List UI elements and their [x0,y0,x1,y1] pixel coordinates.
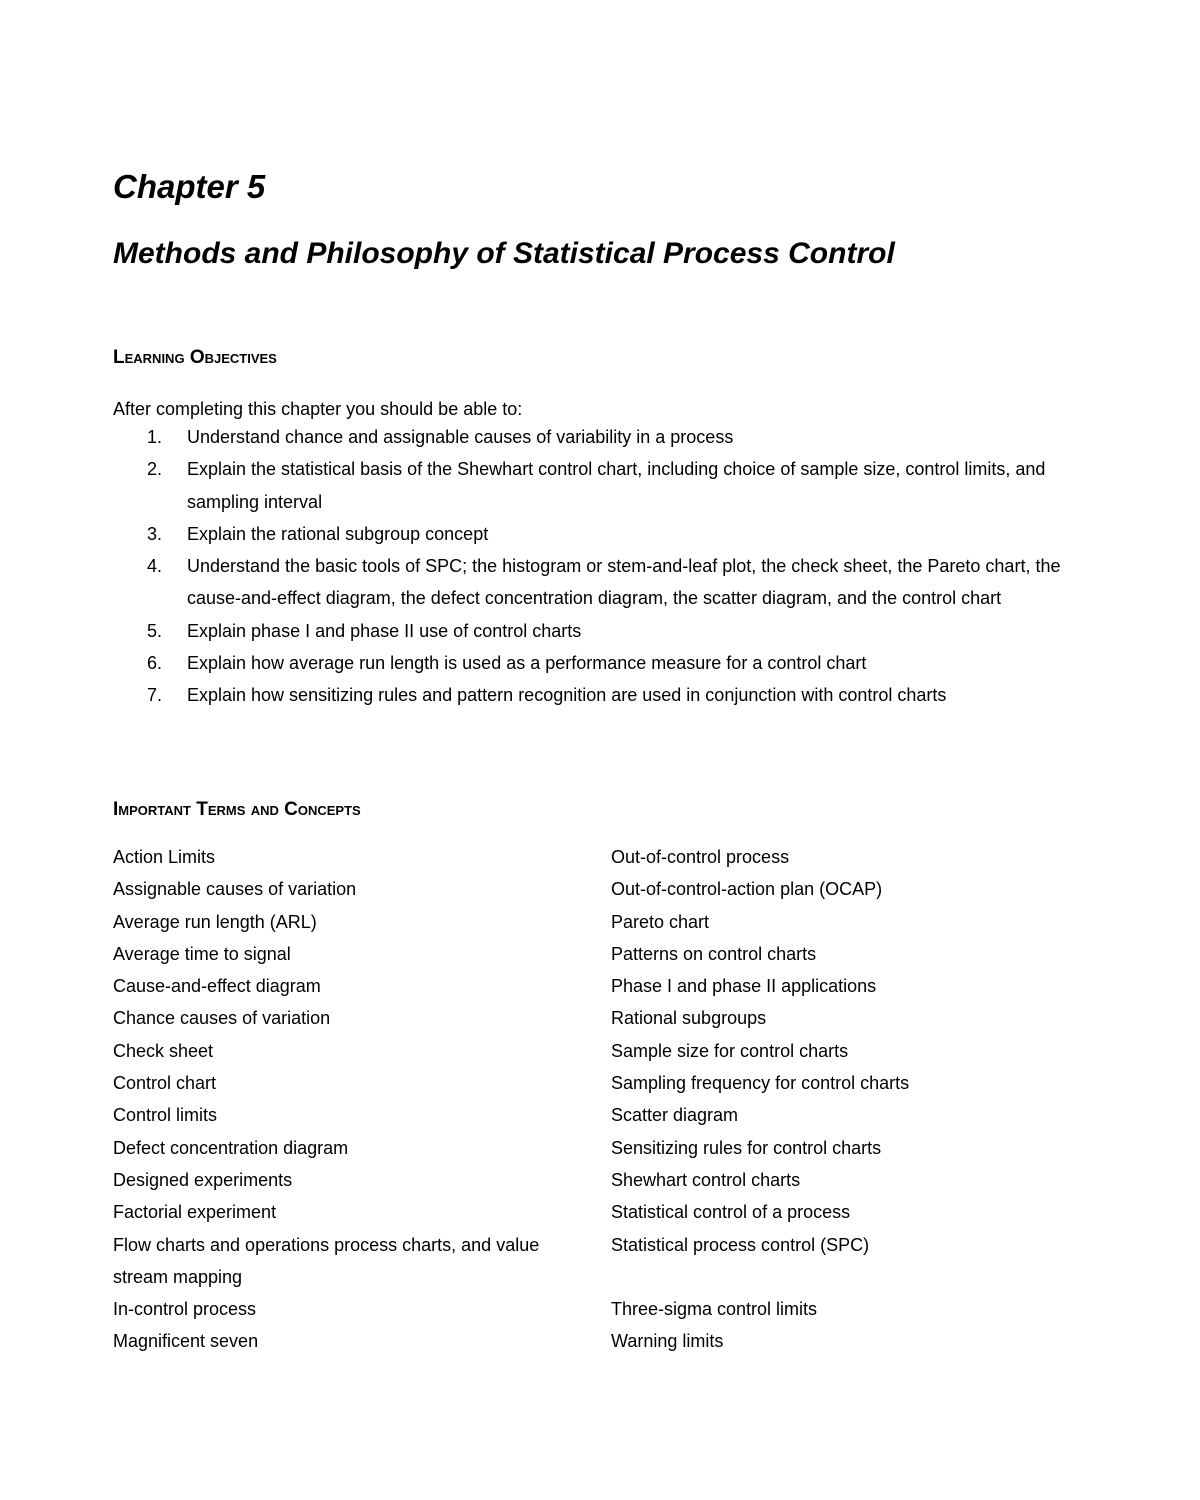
term-item: Scatter diagram [611,1105,739,1126]
objective-number: 1. [147,427,163,447]
objective-number: 3. [147,523,163,544]
objective-item [113,453,1103,518]
objective-item [113,679,1103,711]
objective-item [113,518,1103,550]
objective-item [113,421,1103,453]
term-item: Phase I and phase II applications [611,976,877,997]
term-item: Sample size for control charts [611,1040,849,1061]
term-item: Rational subgroups [611,1008,767,1029]
objective-text: Explain the rational subgroup concept [187,523,489,544]
term-item: Average run length (ARL) [113,911,317,932]
term-item: Check sheet [113,1040,214,1061]
term-item: In-control process [113,1299,257,1320]
term-item: Control limits [113,1105,218,1126]
term-item: Sampling frequency for control charts [611,1073,910,1094]
term-item: Statistical process control (SPC) [611,1234,870,1255]
term-item: Out-of-control-action plan (OCAP) [611,879,883,900]
chapter-subtitle: Methods and Philosophy of Statistical Process Control [113,237,895,270]
learning-objectives-heading: Learning Objectives [113,347,277,368]
term-item: Magnificent seven [113,1331,259,1352]
objective-text: Understand the basic tools of SPC; the histogram or stem-and-leaf plot, the check sheet, the Pareto chart, the cause-and-effect diagram, the defect concentration diagram, the scatter diagram, and the control chart [187,556,1061,609]
term-item: Warning limits [611,1331,724,1352]
term-item: Statistical control of a process [611,1202,851,1223]
terms-right-column [611,841,1091,1358]
objective-text: Explain how sensitizing rules and pattern recognition are used in conjunction with control charts [187,685,947,706]
objectives-list [113,421,1103,712]
term-item: Control chart [113,1073,217,1094]
term-item: Defect concentration diagram [113,1137,349,1158]
term-item: Sensitizing rules for control charts [611,1137,882,1158]
objective-number: 7. [147,685,163,706]
term-item: Three-sigma control limits [611,1299,818,1320]
term-item: Designed experiments [113,1169,293,1190]
objective-item [113,550,1103,615]
term-item: Pareto chart [611,911,710,932]
term-item: Chance causes of variation [113,1008,331,1029]
objective-text: Explain phase I and phase II use of control charts [187,620,582,641]
term-item: Factorial experiment [113,1202,277,1223]
term-item: Average time to signal [113,943,291,964]
objective-text: Explain the statistical basis of the Shewhart control chart, including choice of sample size, control limits, and sampling interval [187,459,1046,512]
important-terms-heading: Important Terms and Concepts [113,799,361,820]
objectives-intro: After completing this chapter you should be able to: [113,399,523,419]
term-item: Patterns on control charts [611,943,817,964]
objective-item [113,647,1103,679]
term-item: Action Limits [113,847,216,867]
objective-number: 4. [147,556,163,577]
objective-number: 6. [147,653,163,674]
objective-text: Explain how average run length is used as a performance measure for a control chart [187,653,867,674]
term-item: Out-of-control process [611,847,790,867]
objective-number: 5. [147,620,163,641]
terms-left-column [113,841,573,1358]
term-item: Cause-and-effect diagram [113,976,321,997]
objective-item [113,615,1103,647]
term-item: Assignable causes of variation [113,879,357,900]
term-item: Flow charts and operations process charts, and value stream mapping [113,1234,540,1287]
chapter-title: Chapter 5 [113,168,266,205]
objective-number: 2. [147,459,163,480]
term-spacer [611,1261,1091,1293]
objective-text: Understand chance and assignable causes of variability in a process [187,427,734,447]
term-item: Shewhart control charts [611,1169,801,1190]
